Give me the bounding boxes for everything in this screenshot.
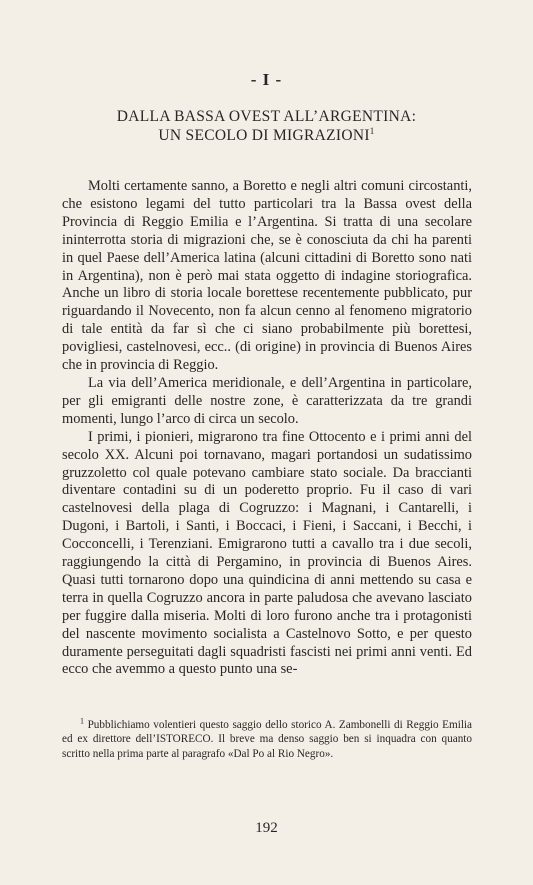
footnote-reference[interactable]: 1 — [369, 125, 375, 136]
footnote — [62, 718, 472, 761]
chapter-title — [60, 107, 473, 145]
chapter-title-line-2 — [60, 126, 473, 145]
footnote-text: Pubblichiamo volentieri questo saggio dello storico A. Zambonelli di Reggio Emilia ed ex direttore dell’ISTORECO. Il breve ma denso saggio ben si inquadra con quanto scritto nella prima parte al paragrafo «Dal Po al Rio Negro». — [62, 719, 473, 760]
footnote-marker: 1 — [80, 716, 84, 726]
body-text — [62, 178, 472, 679]
paragraph: Molti certamente sanno, a Boretto e negli altri comuni circostanti, che esistono legami del tutto particolari tra la Bassa ovest della Provincia di Reggio Emilia e l’Argentina. Si tratta di una secolare ininterrotta storia di migrazioni che, se è conosciuta da chi ha parenti in quel Paese dell’America latina (alcuni cittadini di Boretto sono nati in Argentina), non è però mai stata oggetto di indagine storiografica. Anche un libro di storia locale borettese recentemente pubblicato, pur riguardando il Novecento, non fa alcun cenno al fenomeno migratorio di tale entità da far sì che ci siano probabilmente più borettesi, povigliesi, castelnovesi, ecc.. (di origine) in provincia di Buenos Aires che in provincia di Reggio. — [62, 178, 472, 374]
page-number: 192 — [255, 820, 278, 836]
chapter-title-line-1: DALLA BASSA OVEST ALL’ARGENTINA: — [116, 108, 417, 125]
footnotes — [62, 718, 472, 761]
chapter-number: - I - — [250, 70, 283, 89]
chapter-title-line-2-text: UN SECOLO DI MIGRAZIONI — [158, 127, 370, 144]
paragraph: La via dell’America meridionale, e dell’Argentina in particolare, per gli emigranti delle nostre zone, è caratterizzata da tre grandi momenti, lungo l’arco di circa un secolo. — [62, 374, 472, 427]
paragraph: I primi, i pionieri, migrarono tra fine Ottocento e i primi anni del secolo XX. Alcuni poi tornavano, magari portandosi un sudatissimo gruzzoletto col quale potevano cambiare stato sociale. Da braccianti diventare contadini su di un poderetto proprio. Fu il caso di vari castelnovesi della plaga di Cogruzzo: i Magnani, i Cantarelli, i Dugoni, i Bartoli, i Santi, i Boccaci, i Fieni, i Saccani, i Becchi, i Cocconcelli, i Terenziani. Emigrarono tutti a cavallo tra i due secoli, raggiungendo la città di Pergamino, in provincia di Buenos Aires. Quasi tutti tornarono dopo una quindicina di anni mettendo su casa e terra in quella Cogruzzo ancora in parte paludosa che avevano lasciato per fuggire dalla miseria. Molti di loro furono anche tra i protagonisti del nascente movimento socialista a Castelnovo Sotto, e per questo duramente perseguitati dagli squadristi fascisti nei primi anni venti. Ed ecco che avemmo a questo punto una se- — [62, 428, 472, 678]
